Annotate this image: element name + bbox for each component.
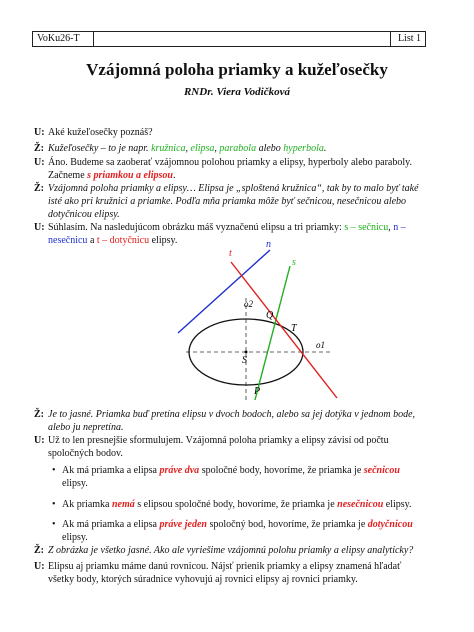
- highlight-text: práve dva: [159, 465, 200, 476]
- list-text: elipsy.: [383, 499, 412, 510]
- sheet-number: List 1: [397, 33, 421, 44]
- label-P: P: [254, 386, 261, 397]
- bullet-icon: •: [52, 519, 56, 530]
- label-o2: o2: [244, 299, 253, 309]
- author: RNDr. Viera Vodičková: [183, 86, 291, 98]
- separator: ,: [388, 222, 394, 233]
- speaker-label: Ž:: [34, 545, 44, 556]
- sheet-code: VoKu26-T: [37, 33, 80, 44]
- line-t-label: t – dotyčnicu: [96, 235, 150, 246]
- term-hyperbola: hyperbola: [283, 143, 324, 154]
- term-parabola: parabola: [219, 143, 257, 154]
- list-text: s elipsou spoločné body, hovoríme, že priamka je: [134, 499, 338, 510]
- dialog-text: Vzájomná poloha priamky a elipsy… Elipsa je „sploštená kružnica“, tak by to malo byť také isté ako pri kružnici a priamke. Podľa mňa priamka môže byť sečnicou, nesečnicou alebo dotyčnicou elipsy.: [48, 183, 419, 220]
- dialog-text: Aké kužeľosečky poznáš?: [48, 127, 153, 138]
- list-item: [52, 498, 426, 511]
- list-text: Ak priamka: [62, 499, 112, 510]
- page-title: Vzájomná poloha priamky a kužeľosečky: [86, 60, 388, 79]
- line-n-label: n – nesečnicu: [48, 222, 406, 246]
- term-elipsa: elipsa: [190, 143, 215, 154]
- list-text: elipsy.: [62, 478, 88, 489]
- speaker-label: Ž:: [34, 183, 44, 194]
- speaker-label: Ž:: [34, 409, 44, 420]
- dialog-text: Z obrázka je všetko jasné. Ako ale vyriešime vzájomnú polohu priamky a elipsy analyticky?: [48, 545, 414, 556]
- separator: ,: [214, 143, 220, 154]
- list-text: spoločný bod, hovoríme, že priamka je: [206, 519, 368, 530]
- separator: a: [87, 235, 97, 246]
- dialog-text: elipsy.: [149, 235, 178, 246]
- dialog-text: Elipsu aj priamku máme danú rovnicou. Nájsť prienik priamky a elipsy znamená hľadať všetky body, ktorých súradnice vyhovujú aj rovnici elipsy aj rovnici priamky.: [48, 561, 402, 585]
- dialog-text: Už to len presnejšie sformulujem. Vzájomná poloha priamky a elipsy závisí od počtu spoločných bodov.: [48, 435, 389, 459]
- dialog-text: Áno. Budeme sa zaoberať vzájomnou polohou priamky a elipsy, hyperboly alebo paraboly. Začneme: [48, 157, 412, 181]
- separator: alebo: [256, 143, 284, 154]
- list-item: [52, 464, 426, 490]
- highlight-text: nesečnicou: [337, 499, 384, 510]
- list-text: Ak má priamka a elipsa: [62, 465, 160, 476]
- dialog-line: [34, 560, 426, 586]
- label-t: t: [229, 248, 232, 259]
- dialog-text: Súhlasím. Na nasledujúcom obrázku máš vyznačenú elipsu a tri priamky:: [48, 222, 345, 233]
- speaker-label: U:: [34, 435, 45, 446]
- term-kruznica: kružnica: [151, 143, 186, 154]
- list-text: Ak má priamka a elipsa: [62, 519, 160, 530]
- speaker-label: U:: [34, 127, 45, 138]
- list-item: [52, 518, 426, 544]
- highlight-text: nemá: [112, 499, 135, 510]
- line-s-label: s – sečnicu: [344, 222, 389, 233]
- line-t: [231, 262, 337, 398]
- point-center: [245, 351, 248, 354]
- list-text: spoločné body, hovoríme, že priamka je: [199, 465, 364, 476]
- dialog-text: Kužeľosečky – to je napr.: [48, 143, 152, 154]
- label-S: S: [242, 355, 247, 366]
- speaker-label: U:: [34, 561, 45, 572]
- bullet-icon: •: [52, 465, 56, 476]
- separator: .: [323, 143, 327, 154]
- highlight-text: dotyčnicou: [367, 519, 413, 530]
- label-s: s: [292, 257, 296, 268]
- highlight-text: práve jeden: [159, 519, 207, 530]
- label-Q: Q: [266, 310, 274, 321]
- dialog-line: [34, 408, 426, 434]
- label-T: T: [291, 323, 297, 334]
- speaker-label: Ž:: [34, 143, 44, 154]
- separator: ,: [185, 143, 191, 154]
- speaker-label: U:: [34, 157, 45, 168]
- speaker-label: U:: [34, 222, 45, 233]
- highlight-text: sečnicou: [363, 465, 400, 476]
- dialog-line: [34, 434, 426, 460]
- label-n: n: [266, 239, 271, 250]
- line-n: [178, 250, 270, 333]
- list-text: elipsy.: [62, 532, 88, 543]
- line-s: [255, 266, 290, 400]
- dialog-text: Je to jasné. Priamka buď pretína elipsu v dvoch bodoch, alebo sa jej dotýka v jednom bode, alebo ju nepretína.: [48, 409, 416, 433]
- label-o1: o1: [316, 340, 325, 350]
- highlight-text: s priamkou a elipsou: [87, 170, 173, 181]
- bullet-icon: •: [52, 499, 56, 510]
- dialog-text: .: [173, 170, 176, 181]
- dialog-line: [34, 544, 426, 557]
